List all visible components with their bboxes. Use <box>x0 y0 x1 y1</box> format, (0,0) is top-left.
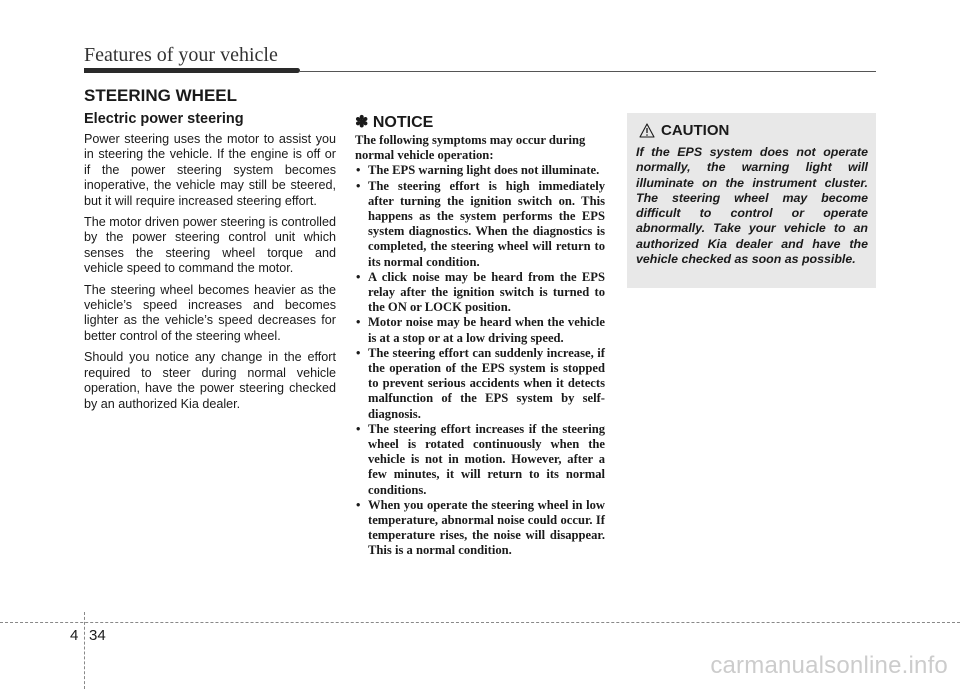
list-item: • A click noise may be heard from the EPS relay after the ignition switch is turned to the ON or LOCK position. <box>355 270 605 316</box>
paragraph: The steering wheel becomes heavier as the vehicle’s speed increases and becomes lighter as the vehicle’s speed decreases for better control of the steering wheel. <box>84 282 336 343</box>
list-item: • The steering effort can suddenly increase, if the operation of the EPS system is stopped to prevent serious accidents when it detects malfunction of the EPS system by self-diagnosis. <box>355 346 605 422</box>
paragraph: Power steering uses the motor to assist you in steering the vehicle. If the engine is off or if the power steering system becomes inoperative, the vehicle may still be steered, but it will require increased steering effort. <box>84 132 336 208</box>
caution-label: CAUTION <box>661 122 730 139</box>
header-rule-thin <box>300 71 876 72</box>
caution-header <box>636 122 868 139</box>
notice-title: ✽ NOTICE <box>355 114 434 131</box>
list-item: • Motor noise may be heard when the vehicle is at a stop or at a low driving speed. <box>355 315 605 345</box>
notice-column <box>355 112 605 559</box>
page-number: 34 <box>89 627 106 644</box>
warning-triangle-icon <box>639 123 655 138</box>
list-item: • The steering effort increases if the steering wheel is rotated continuously when the vehicle is not in motion. However, after a few minutes, it will return to its normal conditions. <box>355 422 605 498</box>
footer-divider <box>84 612 85 689</box>
header-rule-thick <box>84 68 300 73</box>
eps-heading: Electric power steering <box>84 111 244 127</box>
watermark: carmanualsonline.info <box>710 652 948 679</box>
paragraph: Should you notice any change in the effort required to steer during normal vehicle operation, have the power steering checked by an authorized Kia dealer. <box>84 350 336 411</box>
list-item: • The EPS warning light does not illuminate. <box>355 163 605 178</box>
list-item: • The steering effort is high immediately after turning the ignition switch on. This happens as the system performs the EPS system diagnostics. When the diagnostics is completed, the steering wheel will return to its normal condition. <box>355 179 605 270</box>
footer-rule <box>0 622 960 623</box>
paragraph: The motor driven power steering is controlled by the power steering control unit which senses the steering wheel torque and vehicle speed to command the motor. <box>84 215 336 276</box>
list-item: • When you operate the steering wheel in low temperature, abnormal noise could occur. If temperature rises, the noise will disappear. This is a normal condition. <box>355 498 605 559</box>
chapter-number: 4 <box>70 627 79 644</box>
header-title: Features of your vehicle <box>84 44 278 66</box>
section-title: STEERING WHEEL <box>84 86 238 105</box>
caution-box <box>627 113 876 288</box>
notice-list <box>355 163 605 558</box>
left-column <box>84 111 336 418</box>
notice-intro: The following symptoms may occur during normal vehicle operation: <box>355 133 586 163</box>
caution-text: If the EPS system does not operate normally, the warning light will illuminate on the instrument cluster. The steering wheel may become difficult to control or operate abnormally. Take your vehicle to an authorized Kia dealer and have the vehicle checked as soon as possible. <box>636 145 868 267</box>
